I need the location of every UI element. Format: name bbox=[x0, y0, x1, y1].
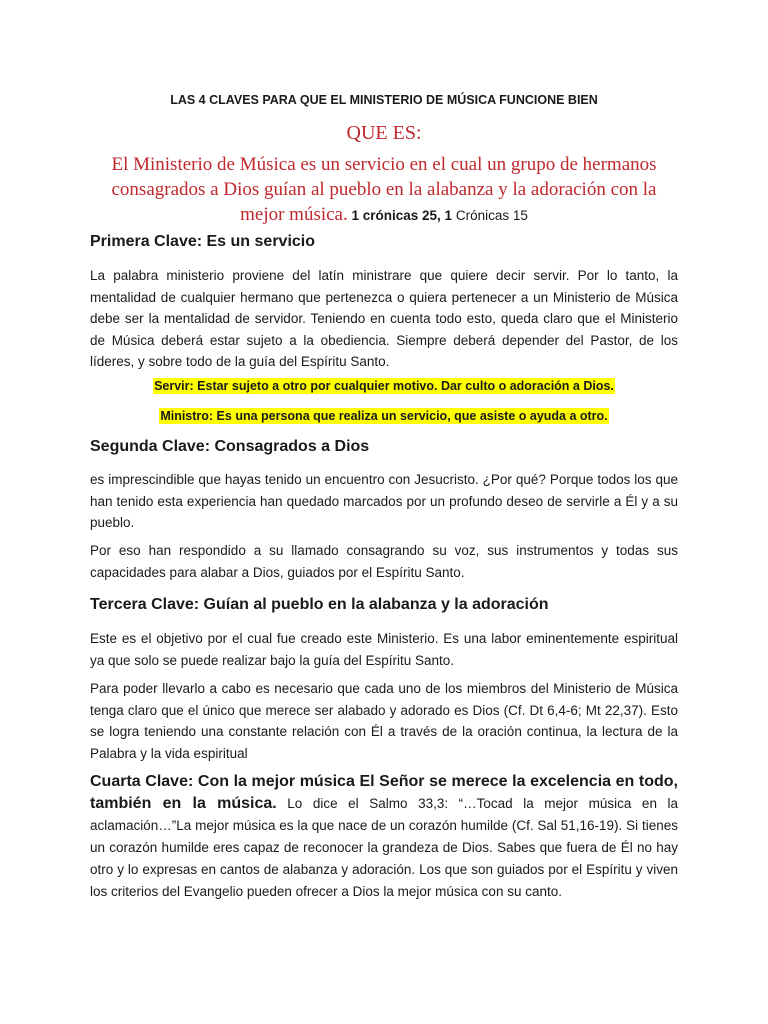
paragraph-segunda-clave-1: es imprescindible que hayas tenido un encuentro con Jesucristo. ¿Por qué? Porque todos los que han tenido esta experiencia han quedado marcados por un profundo deseo de servirle a Él y a su pueblo. bbox=[90, 472, 678, 530]
paragraph-tercera-clave-2: Para poder llevarlo a cabo es necesario que cada uno de los miembros del Ministerio de Música tenga claro que el único que merece ser alabado y adorado es Dios (Cf. Dt 6,4-6; Mt 22,37). Esto se logra teniendo una constante relación con Él a través de la oración continua, la lectura de la Palabra y la vida espiritual bbox=[90, 681, 678, 761]
que-es-heading: QUE ES: bbox=[346, 122, 422, 144]
heading-primera-clave: Primera Clave: Es un servicio bbox=[90, 233, 315, 250]
intro-definition bbox=[90, 152, 678, 228]
intro-reference-bold: 1 crónicas 25, 1 bbox=[347, 208, 453, 223]
paragraph-segunda-clave-2: Por eso han respondido a su llamado consagrando su voz, sus instrumentos y todas sus capacidades para alabar a Dios, guiados por el Espíritu Santo. bbox=[90, 543, 678, 580]
highlight-servir-line bbox=[0, 377, 768, 395]
paragraph-cuarta-clave: Lo dice el Salmo 33,3: “…Tocad la mejor música en la aclamación…”La mejor música es la que nace de un corazón humilde (Cf. Sal 51,16-19). Si tienes un corazón humilde eres capaz de reconocer la grandeza de Dios. Sabes que fuera de Él no hay otro y lo expresas en cantos de alabanza y adoración. Los que son guiados por el Espíritu y viven los criterios del Evangelio pueden ofrecer a Dios la mejor música con su canto. bbox=[90, 796, 679, 899]
highlight-ministro: Ministro: Es una persona que realiza un servicio, que asiste o ayuda a otro. bbox=[160, 409, 608, 423]
paragraph-tercera-clave-1: Este es el objetivo por el cual fue creado este Ministerio. Es una labor eminentemente espiritual ya que solo se puede realizar bajo la guía del Espíritu Santo. bbox=[90, 631, 678, 668]
intro-reference: Crónicas 15 bbox=[452, 208, 528, 223]
highlight-ministro-line bbox=[0, 407, 768, 425]
cuarta-clave-block bbox=[90, 771, 678, 903]
paragraph-primera-clave: La palabra ministerio proviene del latín ministrare que quiere decir servir. Por lo tanto, la mentalidad de cualquier hermano que pertenezca o quiera pertenecer a un Ministerio de Música debe ser la mentalidad de servidor. Teniendo en cuenta todo esto, queda claro que el Ministerio de Música deberá estar sujeto a la obediencia. Siempre deberá depender del Pastor, de los líderes, y sobre todo de la guía del Espíritu Santo. bbox=[90, 268, 678, 369]
heading-cuarta-clave: Cuarta Clave: Con la mejor música El Señor se merece la excelencia en todo, también en la música. bbox=[90, 773, 678, 812]
intro-text: El Ministerio de Música es un servicio en el cual un grupo de hermanos consagrados a Dios guían al pueblo en la alabanza y la adoración con la mejor música. bbox=[111, 154, 657, 225]
document-title: LAS 4 CLAVES PARA QUE EL MINISTERIO DE MÚSICA FUNCIONE BIEN bbox=[170, 93, 598, 107]
highlight-servir: Servir: Estar sujeto a otro por cualquier motivo. Dar culto o adoración a Dios. bbox=[154, 379, 614, 393]
heading-tercera-clave: Tercera Clave: Guían al pueblo en la alabanza y la adoración bbox=[90, 596, 549, 613]
heading-segunda-clave: Segunda Clave: Consagrados a Dios bbox=[90, 438, 370, 455]
